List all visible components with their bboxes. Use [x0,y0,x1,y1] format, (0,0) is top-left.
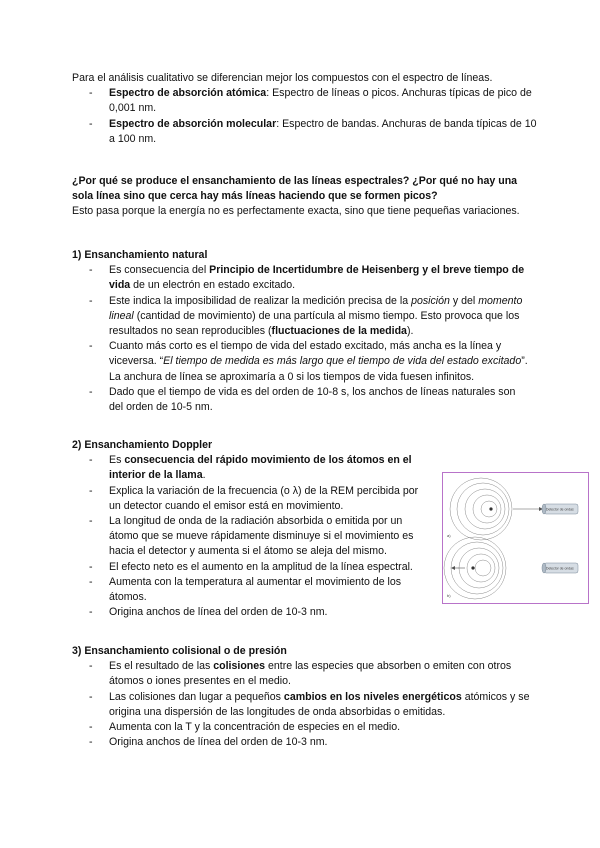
collision-section [72,644,532,750]
detector-label: Detector de ondas [546,566,574,571]
emitter-dot [489,507,492,510]
natural-heading: 1) Ensanchamiento natural [72,249,208,261]
list-item: - Es consecuencia del Principio de Incertidumbre de Heisenberg y el breve tiempo de vida de un electrón en estado excitado. [72,263,532,293]
list-item: - Es el resultado de las colisiones entre las especies que absorben o emiten con otros átomos o iones presentes en el medio. [72,659,532,689]
detector-top [542,504,578,514]
collision-list [72,659,532,750]
list-item: - Espectro de absorción molecular: Espectro de bandas. Anchuras de banda típicas de 10 a 100 nm. [72,117,542,147]
list-item: - Explica la variación de la frecuencia (o λ) de la REM percibida por un detector cuando el emisor está en movimiento. [72,484,432,514]
doppler-section [72,438,432,620]
emitter-dot [471,566,474,569]
list-item: - Cuanto más corto es el tiempo de vida del estado excitado, más ancha es la línea y viceversa. “El tiempo de medida es más largo que el tiempo de vida del estado excitado”. La anchura de línea se aproximaría a 0 si los tiempos de vida fuesen infinitos. [72,339,532,385]
detector-bottom [542,563,578,573]
doppler-diagram [443,473,588,603]
list-item: - Este indica la imposibilidad de realizar la medición precisa de la posición y del momento lineal (cantidad de movimiento) de una partícula al mismo tiempo. Esto provoca que los resultados no sean reproducibles (fluctuaciones de la medida). [72,294,532,340]
list-item: - Dado que el tiempo de vida es del orden de 10-8 s, los anchos de líneas naturales son del orden de 10-5 nm. [72,385,532,415]
doppler-list [72,453,432,620]
list-item: - Aumenta con la T y la concentración de especies en el medio. [72,720,532,735]
arrow-head-icon [451,566,455,570]
list-item: - El efecto neto es el aumento en la amplitud de la línea espectral. [72,560,432,575]
list-item: - Espectro de absorción atómica: Espectro de líneas o picos. Anchuras típicas de pico de 0,001 nm. [72,86,542,116]
answer-paragraph: Esto pasa porque la energía no es perfectamente exacta, sino que tiene pequeñas variaciones. [72,205,520,218]
doppler-figure [442,472,589,604]
spectra-list [72,86,542,147]
list-item: - Origina anchos de línea del orden de 10-3 nm. [72,605,432,620]
list-item: - Origina anchos de línea del orden de 10-3 nm. [72,735,532,750]
detector-label: Detector de ondas [546,507,574,512]
list-item: - Aumenta con la temperatura al aumentar el movimiento de los átomos. [72,575,432,605]
collision-heading: 3) Ensanchamiento colisional o de presión [72,645,287,657]
list-item: - Es consecuencia del rápido movimiento de los átomos en el interior de la llama. [72,453,432,483]
natural-section [72,248,532,415]
question-section [72,174,532,220]
natural-list [72,263,532,415]
list-item: - La longitud de onda de la radiación absorbida o emitida por un átomo que se mueve rápidamente disminuye si el movimiento es hacia el detector y aumenta si el átomo se aleja del mismo. [72,514,432,560]
list-item: - Las colisiones dan lugar a pequeños cambios en los niveles energéticos atómicos y se origina una dispersión de las longitudes de onda absorbidas o emitidas. [72,690,532,720]
intro-paragraph: Para el análisis cualitativo se diferencian mejor los compuestos con el espectro de líneas. [72,72,493,84]
figure-label-b: b) [447,593,451,598]
wavefronts-top [450,478,512,540]
question-heading: ¿Por qué se produce el ensanchamiento de las líneas espectrales? ¿Por qué no hay una sola línea sino que cerca hay más líneas haciendo que se formen picos? [72,175,518,203]
doppler-heading: 2) Ensanchamiento Doppler [72,439,213,451]
intro-section [72,71,542,147]
figure-label-a: a) [447,533,451,538]
